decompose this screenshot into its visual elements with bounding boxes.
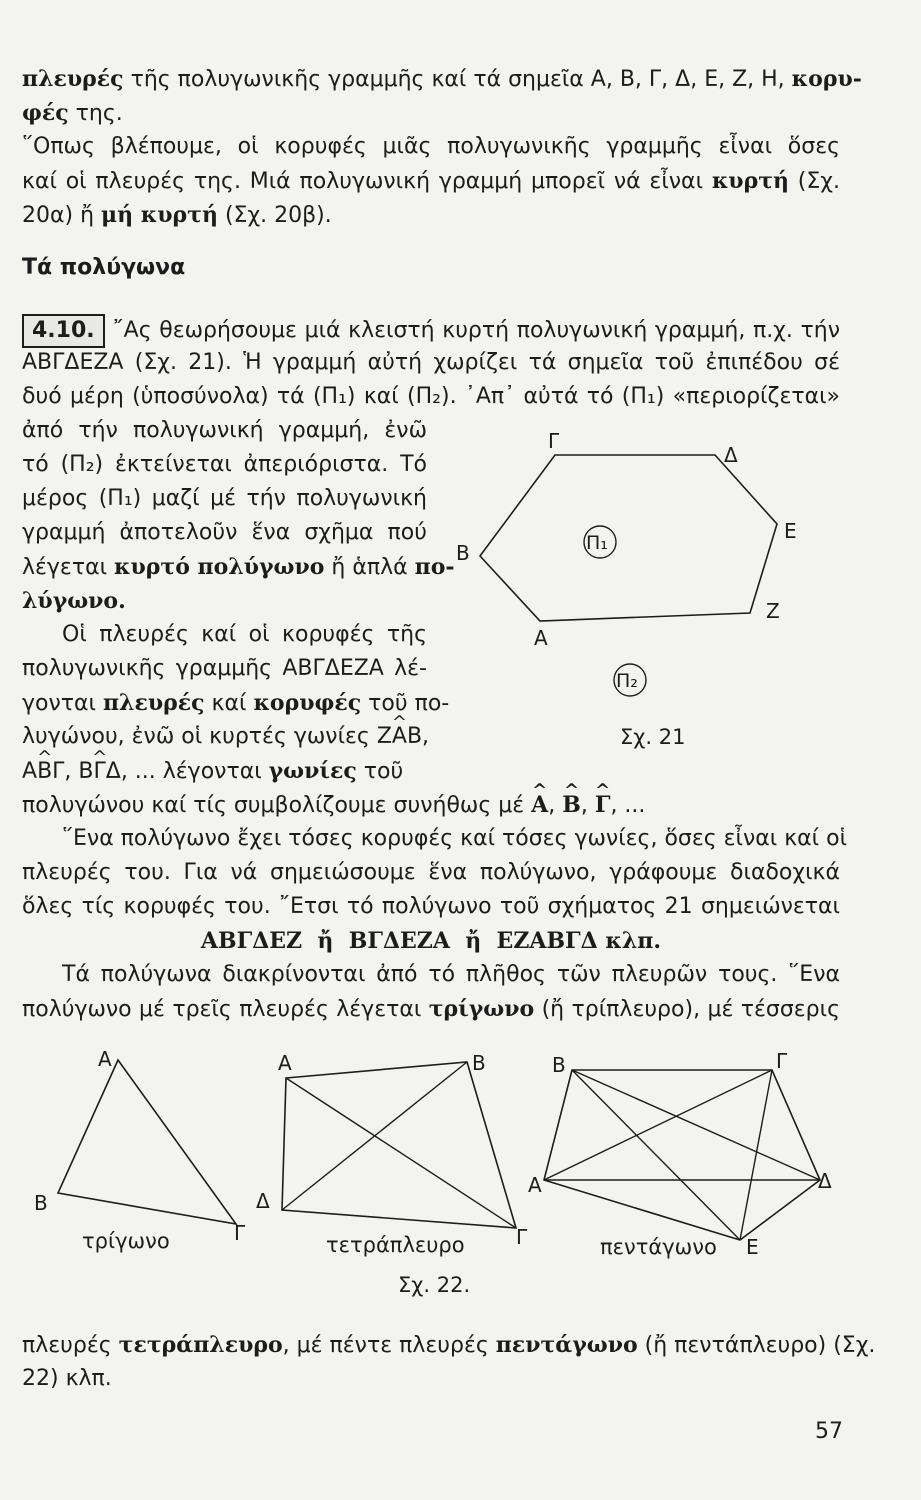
quad-label-G: Γ bbox=[516, 1225, 528, 1249]
region1-label: Π₁ bbox=[586, 532, 608, 554]
text-line: ῞Ενα πολύγωνο ἔχει τόσες κορυφές καί τόσες γωνίες, ὅσες εἶναι καί οἱ bbox=[62, 826, 848, 851]
text-line: πολυγωνικῆς γραμμῆς ΑΒΓΔΕΖΑ λέ- bbox=[22, 656, 427, 681]
label-A: Α bbox=[534, 626, 548, 650]
figure-22-caption: Σχ. 22. bbox=[398, 1273, 471, 1297]
triangle-label-B: Β bbox=[34, 1191, 48, 1215]
text-line: πολύγωνο μέ τρεῖς πλευρές λέγεται τρίγωνο (ἤ τρίπλευρο), μέ τέσσερις bbox=[22, 996, 840, 1022]
penta-label-A: Α bbox=[528, 1173, 542, 1197]
quad-diagonal-2 bbox=[282, 1062, 467, 1210]
penta-diagonal-3 bbox=[544, 1070, 772, 1180]
text-line: λέγεται κυρτό πολύγωνο ἤ ἁπλά πο- bbox=[22, 554, 455, 580]
text-line: Τά πολύγωνα διακρίνονται ἀπό τό πλῆθος τῶν πλευρῶν τους. ῞Ενα bbox=[62, 962, 840, 987]
text-line: λυγώνου, ἐνῶ οἱ κυρτές γωνίες Ζ^ ΑΒ, bbox=[22, 722, 840, 752]
penta-diagonal-1 bbox=[572, 1070, 820, 1180]
text-line: πλευρές του. Για νά σημειώσουμε ἕνα πολύγωνο, γράφουμε διαδοχικά bbox=[22, 860, 840, 885]
penta-name: πεντάγωνο bbox=[600, 1235, 717, 1259]
triangle-name: τρίγωνο bbox=[82, 1229, 170, 1253]
text-line: μέρος (Π₁) μαζί μέ τήν πολυγωνική bbox=[22, 486, 427, 511]
polygon-names-line: ΑΒΓΔΕΖ ἤ ΒΓΔΕΖΑ ἤ ΕΖΑΒΓΔ κλπ. bbox=[200, 928, 662, 954]
text-line: καί οἱ πλευρές της. Μιά πολυγωνική γραμμή μπορεῖ νά εἶναι κυρτή (Σχ. bbox=[22, 168, 840, 194]
quad-label-A: Α bbox=[278, 1051, 292, 1075]
text-line: 22) κλπ. bbox=[22, 1366, 112, 1391]
text-line: πλευρές τῆς πολυγωνικῆς γραμμῆς καί τά σημεῖα Α, Β, Γ, Δ, Ε, Ζ, Η, κορυ- bbox=[22, 66, 862, 92]
text-line: Α^ ΒΓ, Β^ ΓΔ, ... λέγονται γωνίες τοῦ bbox=[22, 756, 840, 787]
page-number: 57 bbox=[815, 1419, 843, 1444]
figure-21-caption: Σχ. 21 bbox=[620, 725, 686, 749]
quadrilateral-shape bbox=[282, 1062, 516, 1228]
text-line: γραμμή ἀποτελοῦν ἕνα σχῆμα πού bbox=[22, 520, 427, 545]
penta-label-B: Β bbox=[552, 1053, 566, 1077]
text-line: 4.10. ῎Ας θεωρήσουμε μιά κλειστή κυρτή πολυγωνική γραμμή, π.χ. τήν bbox=[22, 314, 840, 348]
text-line: φές της. bbox=[22, 100, 123, 126]
section-heading: Τά πολύγωνα bbox=[22, 255, 186, 280]
quad-diagonal-1 bbox=[286, 1078, 516, 1228]
triangle-label-A: Α bbox=[98, 1047, 112, 1071]
label-G: Γ bbox=[548, 429, 560, 453]
text-line: ΑΒΓΔΕΖΑ (Σχ. 21). Ἡ γραμμή αὐτή χωρίζει τά σημεῖα τοῦ ἐπιπέδου σέ bbox=[22, 350, 840, 375]
text-line: πολυγώνου καί τίς συμβολίζουμε συνήθως μέ ^ Α, ^ Β, ^ Γ, ... bbox=[22, 790, 840, 821]
quad-label-B: Β bbox=[472, 1051, 486, 1075]
penta-label-E: Ε bbox=[746, 1235, 759, 1259]
text-line: Οἱ πλευρές καί οἱ κορυφές τῆς bbox=[62, 622, 427, 647]
triangle-label-G: Γ bbox=[234, 1221, 246, 1245]
quad-name: τετράπλευρο bbox=[326, 1233, 465, 1257]
quad-label-D: Δ bbox=[256, 1189, 270, 1213]
region2-label: Π₂ bbox=[616, 670, 638, 692]
figure-22-polygons bbox=[20, 1030, 860, 1310]
text-line: γονται πλευρές καί κορυφές τοῦ πο- bbox=[22, 690, 450, 716]
penta-label-D: Δ bbox=[818, 1169, 832, 1193]
section-number: 4.10. bbox=[22, 314, 105, 348]
text-line: πλευρές τετράπλευρο, μέ πέντε πλευρές πεντάγωνο (ἤ πεντάπλευρο) (Σχ. bbox=[22, 1332, 876, 1358]
text-line: δυό μέρη (ὑποσύνολα) τά (Π₁) καί (Π₂). ᾿Απ᾿ αὐτά τό (Π₁) «περιορίζεται» bbox=[22, 384, 840, 409]
label-B: Β bbox=[456, 541, 470, 565]
text-line: ὅλες τίς κορυφές του. ῎Ετσι τό πολύγωνο τοῦ σχήματος 21 σημειώνεται bbox=[22, 894, 840, 919]
text-line: λύγωνο. bbox=[22, 588, 126, 614]
text-line: ῞Οπως βλέπουμε, οἱ κορυφές μιᾶς πολυγωνικῆς γραμμῆς εἶναι ὅσες bbox=[22, 134, 840, 159]
text-line: ἀπό τήν πολυγωνική γραμμή, ἐνῶ bbox=[22, 418, 427, 443]
pentagon-shape bbox=[544, 1070, 820, 1240]
label-D: Δ bbox=[724, 443, 738, 467]
triangle-shape bbox=[58, 1060, 236, 1224]
penta-label-G: Γ bbox=[776, 1049, 788, 1073]
hexagon-outline bbox=[480, 455, 777, 621]
penta-diagonal-4 bbox=[740, 1070, 772, 1240]
label-Z: Ζ bbox=[766, 599, 780, 623]
text-line: 20α) ἤ μή κυρτή (Σχ. 20β). bbox=[22, 202, 332, 228]
text-line: τό (Π₂) ἐκτείνεται ἀπεριόριστα. Τό bbox=[22, 452, 427, 477]
figure-21-hexagon bbox=[440, 430, 860, 770]
label-E: Ε bbox=[784, 519, 797, 543]
